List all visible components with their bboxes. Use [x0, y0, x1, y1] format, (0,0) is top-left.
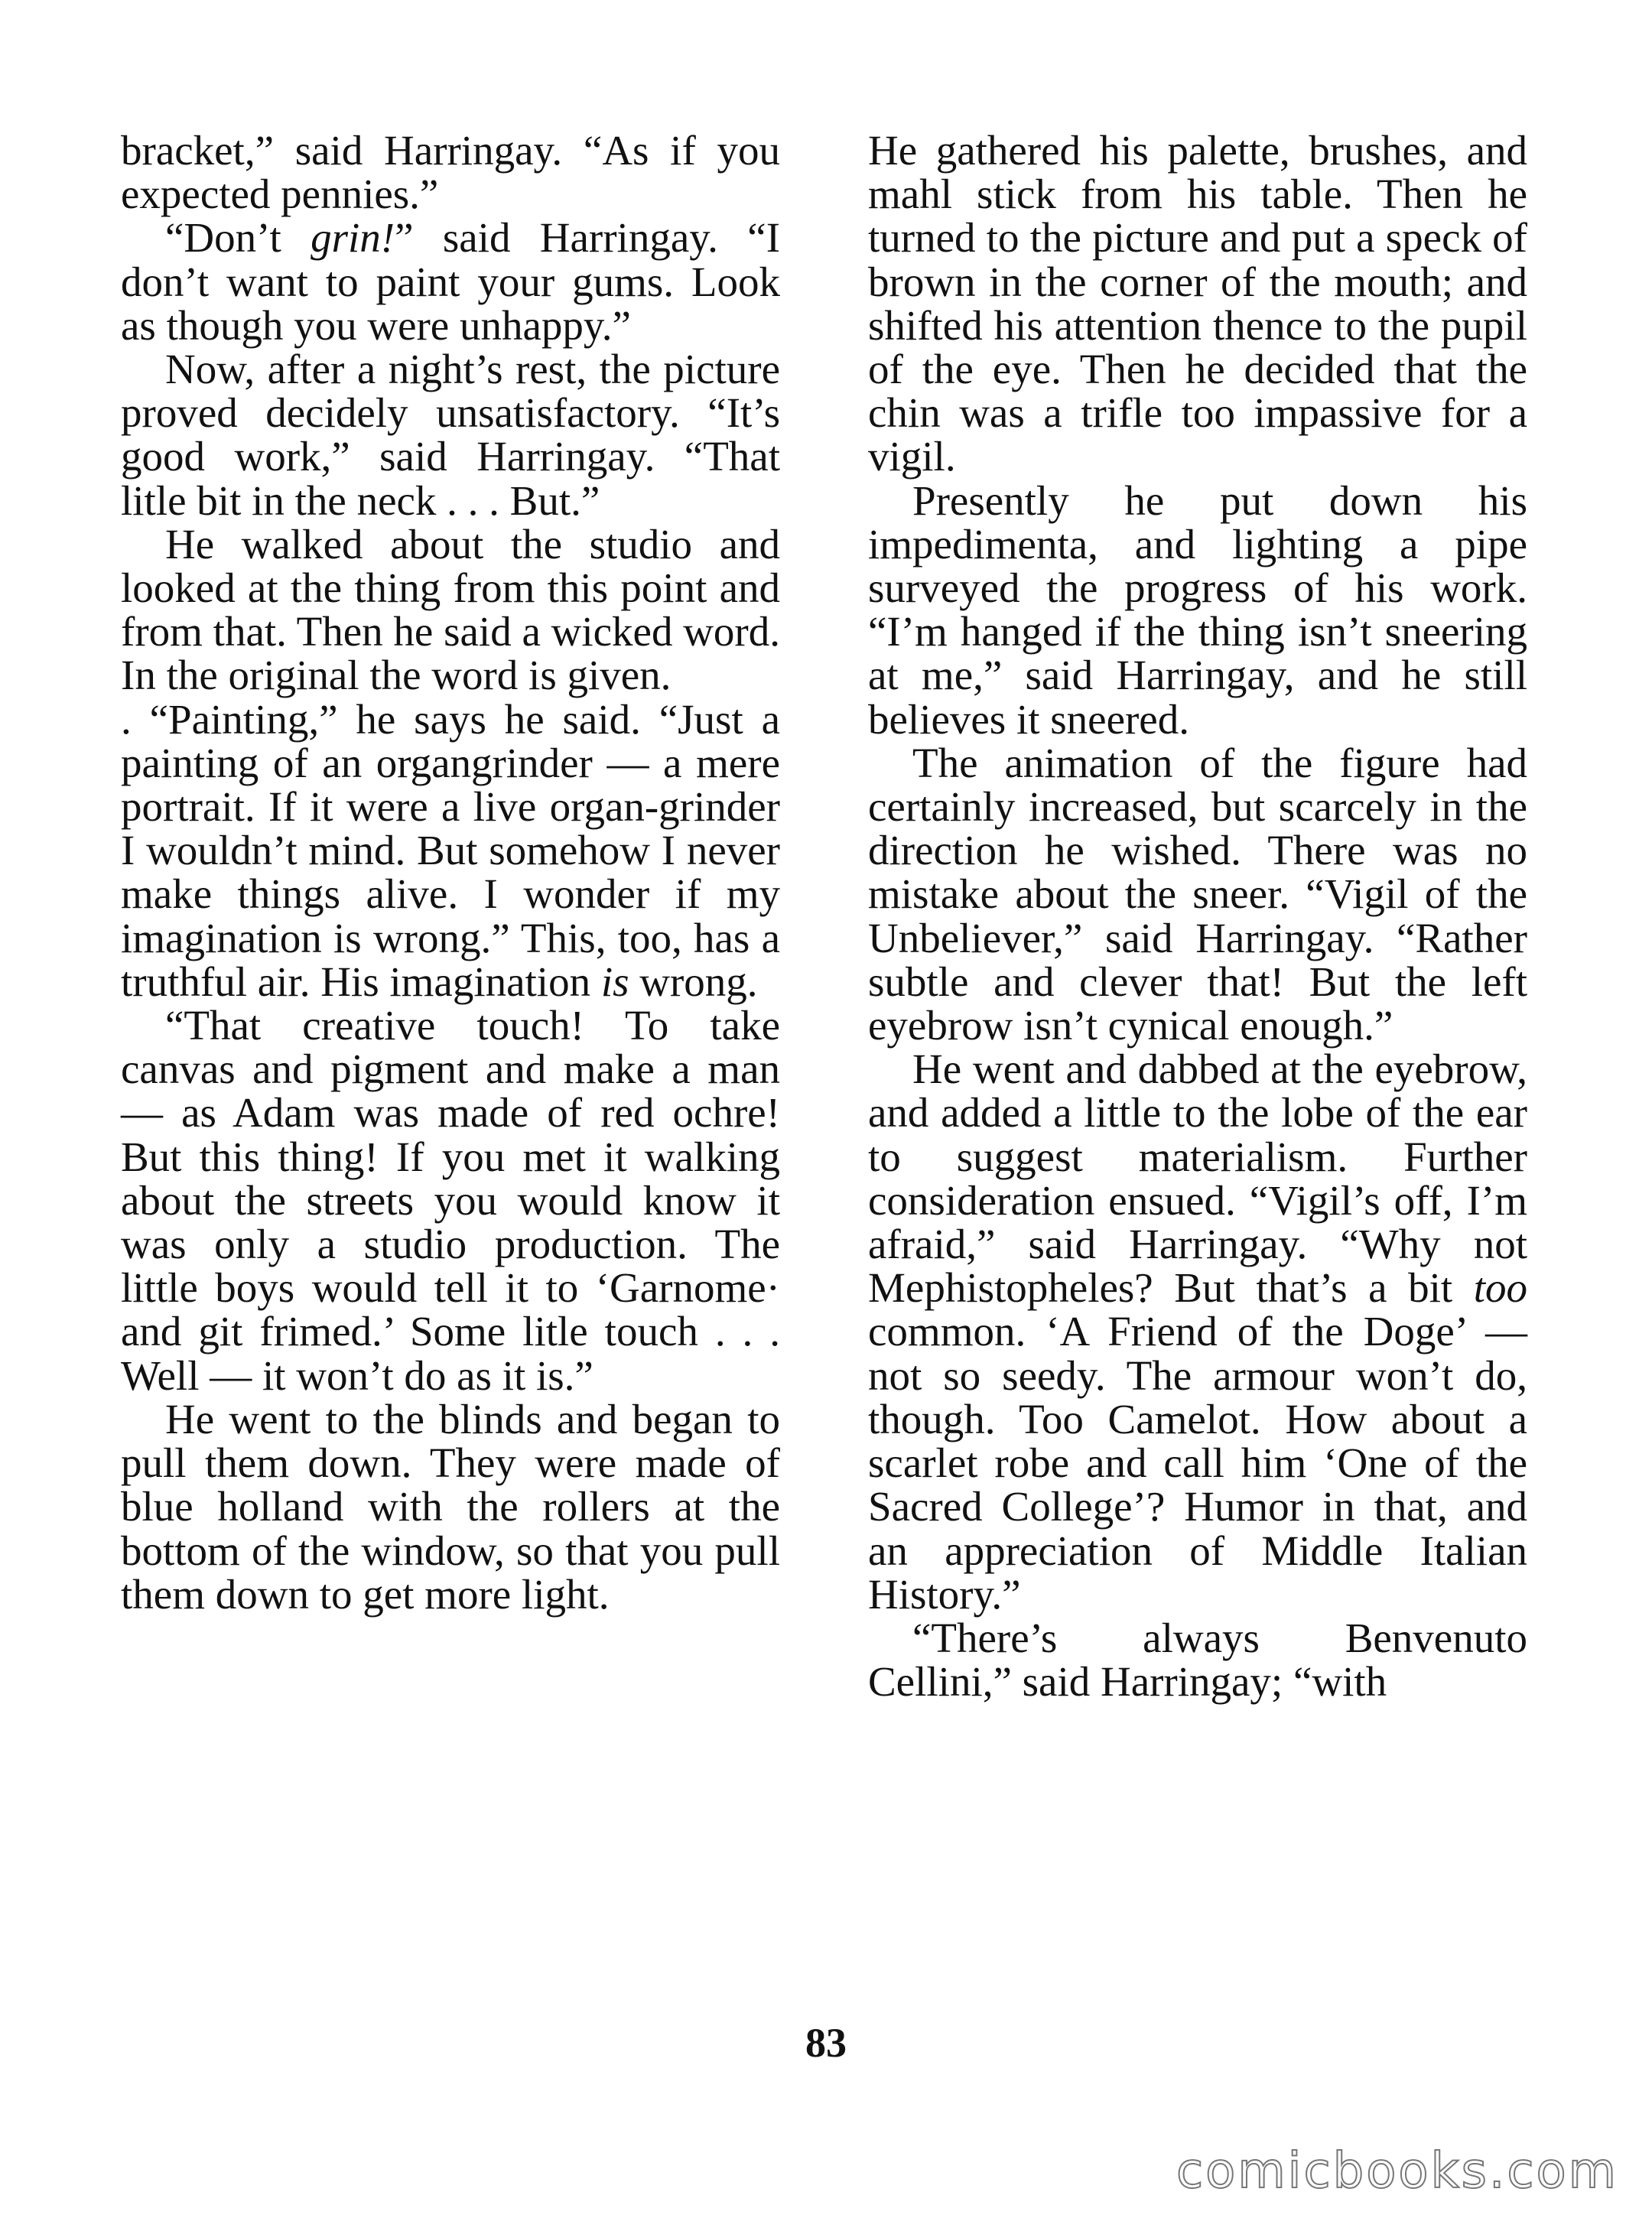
text-run: ” said Harringay. “I don’t want to paint your gums. Look as though you were unhappy.”	[121, 214, 781, 349]
right-text-column	[868, 127, 1527, 1706]
text-run: “Don’t	[165, 214, 311, 262]
paragraph	[868, 1047, 1527, 1616]
paragraph: bracket,” said Harringay. “As if you expected pennies.”	[121, 127, 780, 218]
paragraph: “That creative touch! To take canvas and pigment and make a man — as Adam was made of red ochre! But this thing! If you met it walking about the streets you would know it was only a studio production. The little boys would tell it to ‘Garnome· and git frimed.’ Some litle touch . . . Well — it won’t do as it is.”	[121, 1002, 780, 1399]
paragraph: He walked about the studio and looked at the thing from this point and from that. Then he said a wicked word. In the original the word is given.	[121, 520, 780, 699]
text-run: common. ‘A Friend of the Doge’ — not so seedy. The armour won’t do, though. Too Camelot. How about a scarlet robe and call him ‘One of the Sacred College’? Humor in that, and an appreciation of Middle Italian History.”	[868, 1308, 1527, 1618]
paragraph: Now, after a night’s rest, the picture proved decidely unsatisfactory. “It’s good work,” said Harringay. “That litle bit in the neck . . . But.”	[121, 346, 780, 524]
italic-text: is	[600, 958, 629, 1005]
paragraph: “There’s always Benvenuto Cellini,” said Harringay; “with	[868, 1614, 1527, 1706]
paragraph	[121, 216, 780, 347]
italic-text: too	[1473, 1264, 1527, 1312]
paragraph: Presently he put down his impedimenta, and lighting a pipe surveyed the progress of his work. “I’m hanged if the thing isn’t sneering at me,” said Harringay, and he still believes it sneered.	[868, 476, 1527, 743]
text-run: . “Painting,” he says he said. “Just a painting of an organgrinder — a mere portrait. If it were a live organ-grinder I wouldn’t mind. But somehow I never make things alive. I wonder if my imagination is wrong.” This, too, has a truthful air. His imagination	[121, 695, 780, 1005]
text-run: He went and dabbed at the eyebrow, and added a little to the lobe of the ear to suggest materialism. Further consideration ensued. “Vigil’s off, I’m afraid,” said Harringay. “Why not Mephistopheles? But that’s a bit	[868, 1046, 1527, 1312]
text-run: wrong.	[629, 958, 758, 1005]
left-text-column	[121, 128, 780, 1616]
page-number: 83	[805, 2020, 847, 2066]
watermark: comicbooks.com	[1176, 2143, 1618, 2200]
paragraph: The animation of the figure had certainly increased, but scarcely in the direction he wished. There was no mistake about the sneer. “Vigil of the Unbeliever,” said Harringay. “Rather subtle and clever that! But the left eyebrow isn’t cynical enough.”	[868, 739, 1527, 1049]
paragraph: He went to the blinds and began to pull them down. They were made of blue holland with the rollers at the bottom of the window, so that you pull them down to get more light.	[121, 1395, 780, 1618]
italic-text: grin!	[311, 214, 395, 262]
paragraph	[121, 695, 780, 1005]
paragraph: He gathered his palette, brushes, and mahl stick from his table. Then he turned to the picture and put a speck of brown in the corner of the mouth; and shifted his attention thence to the pupil of the eye. Then he decided that the chin was a trifle too impassive for a vigil.	[868, 127, 1527, 480]
